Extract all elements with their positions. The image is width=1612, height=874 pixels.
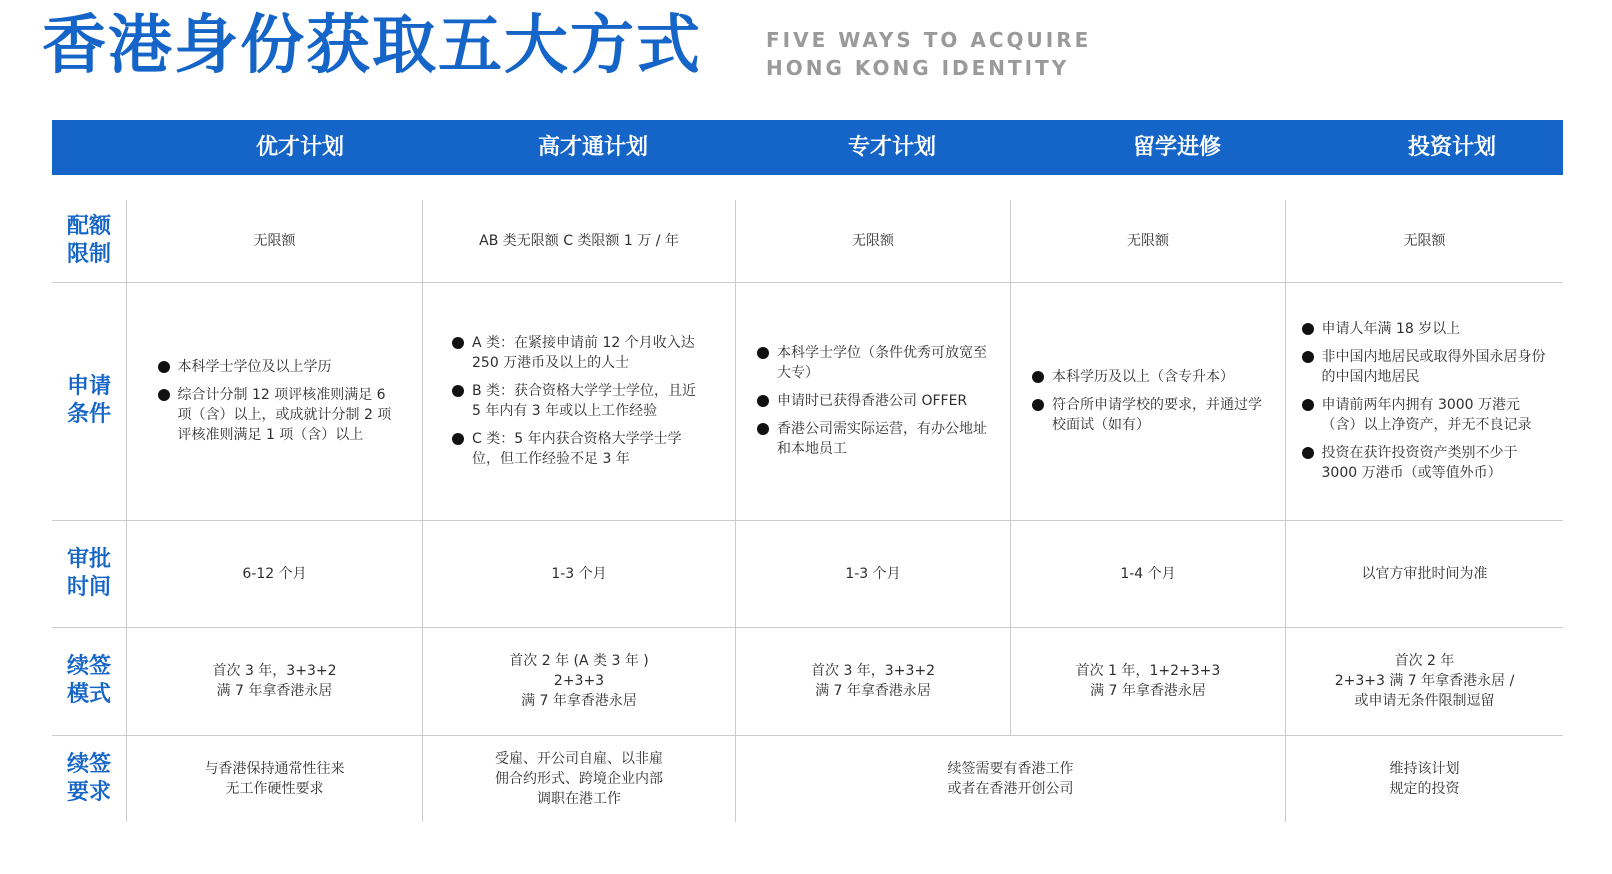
approval-cell-study: 1-4 个月	[1120, 565, 1176, 582]
conditions-cell-zhuancai	[736, 282, 1010, 520]
row-label-conditions: 申请 条件	[66, 374, 111, 427]
table-header	[52, 120, 1563, 175]
list-item: 符合所申请学校的要求，并通过学校面试（如有）	[1030, 395, 1266, 435]
row-label-renewal-mode: 续签 模式	[66, 654, 111, 707]
renewal-req-cell-investment: 维持该计划 规定的投资	[1389, 760, 1460, 797]
renewal-mode-cell-investment: 首次 2 年 2+3+3 满 7 年拿香港永居 / 或申请无条件限制逗留	[1334, 653, 1515, 709]
renewal-req-cell-youcai: 与香港保持通常性往来 无工作硬性要求	[204, 760, 345, 797]
approval-cell-zhuancai: 1-3 个月	[845, 565, 901, 582]
quota-cell-investment: 无限额	[1403, 233, 1446, 249]
quota-cell-youcai: 无限额	[253, 233, 296, 249]
row-label-quota: 配额 限制	[66, 214, 111, 267]
row-label-approval: 审批 时间	[66, 546, 111, 600]
list-item: 综合计分制 12 项评核准则满足 6 项（含）以上，或成就计分制 2 项评核准则满足 1 项（含）以上	[156, 385, 394, 445]
quota-cell-gaocaitong: AB 类无限额 C 类限额 1 万 / 年	[479, 233, 679, 249]
quota-cell-study: 无限额	[1127, 233, 1169, 249]
renewal-mode-cell-youcai: 首次 3 年，3+3+2 满 7 年拿香港永居	[212, 663, 337, 699]
renewal-mode-cell-gaocaitong: 首次 2 年 (A 类 3 年 ) 2+3+3 满 7 年拿香港永居	[509, 653, 649, 709]
list-item: A 类：在紧接申请前 12 个月收入达 250 万港币及以上的人士	[450, 333, 708, 373]
subtitle-line: FIVE WAYS TO ACQUIRE	[766, 28, 1092, 52]
subtitle-line: HONG KONG IDENTITY	[766, 56, 1070, 80]
column-header-youcai: 优才计划	[255, 135, 344, 160]
conditions-cell-study	[1011, 282, 1285, 520]
list-item: B 类：获合资格大学学士学位，且近 5 年内有 3 年或以上工作经验	[450, 381, 708, 421]
row-label-renewal-req: 续签 要求	[66, 751, 111, 805]
list-item: C 类：5 年内获合资格大学学士学位，但工作经验不足 3 年	[450, 429, 708, 469]
list-item: 申请时已获得香港公司 OFFER	[755, 391, 991, 411]
list-item: 本科学历及以上（含专升本）	[1030, 367, 1266, 387]
renewal-req-cell-zhuancai-study: 续签需要有香港工作 或者在香港开创公司	[947, 760, 1074, 797]
list-item: 申请人年满 18 岁以上	[1300, 319, 1550, 339]
column-header-zhuancai: 专才计划	[847, 135, 936, 160]
list-item: 本科学士学位及以上学历	[156, 357, 394, 377]
list-item: 香港公司需实际运营，有办公地址和本地员工	[755, 419, 991, 459]
list-item: 非中国内地居民或取得外国永居身份的中国内地居民	[1300, 347, 1550, 387]
approval-cell-gaocaitong: 1-3 个月	[551, 565, 607, 582]
conditions-cell-investment	[1286, 282, 1563, 520]
column-header-gaocaitong: 高才通计划	[537, 135, 648, 160]
approval-cell-youcai: 6-12 个月	[242, 565, 307, 582]
renewal-req-cell-gaocaitong: 受雇、开公司自雇、以非雇 佣合约形式、跨境企业内部 调职在港工作	[495, 750, 663, 807]
list-item: 本科学士学位（条件优秀可放宽至大专）	[755, 343, 991, 383]
list-item: 投资在获许投资资产类别不少于 3000 万港币（或等值外币）	[1300, 443, 1550, 483]
quota-cell-zhuancai: 无限额	[852, 233, 894, 249]
column-header-study: 留学进修	[1132, 135, 1221, 160]
page-title: 香港身份获取五大方式	[42, 9, 702, 83]
renewal-mode-cell-study: 首次 1 年，1+2+3+3 满 7 年拿香港永居	[1075, 663, 1221, 699]
column-header-investment: 投资计划	[1407, 135, 1496, 160]
conditions-cell-youcai	[127, 282, 422, 520]
approval-cell-investment: 以官方审批时间为准	[1361, 565, 1488, 582]
page-subtitle	[766, 26, 1091, 82]
list-item: 申请前两年内拥有 3000 万港元（含）以上净资产，并无不良记录	[1300, 395, 1550, 435]
conditions-cell-gaocaitong	[423, 282, 735, 520]
renewal-mode-cell-zhuancai: 首次 3 年，3+3+2 满 7 年拿香港永居	[811, 663, 935, 699]
